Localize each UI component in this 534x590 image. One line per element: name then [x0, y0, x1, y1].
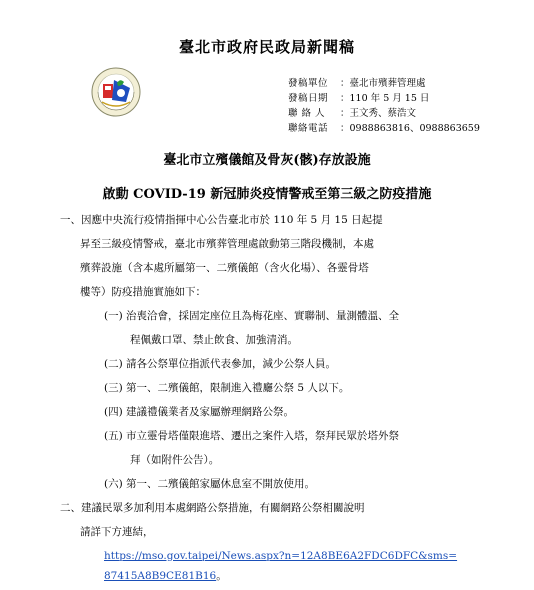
- item1-line4: 樓等）防疫措施實施如下：: [80, 286, 206, 298]
- issue-value: 臺北市殯葬管理處: [349, 78, 426, 89]
- sub6-line: (六) 第一、二殯儀館家屬休息室不開放使用。: [104, 478, 316, 490]
- agency-logo-icon: [90, 66, 142, 118]
- issue-value: 王文秀、蔡浩文: [349, 108, 417, 119]
- sub1-line2: 程佩戴口罩、禁止飲食、加強清消。: [130, 334, 298, 346]
- issue-row-contact: 聯 絡 人 ：王文秀、蔡浩文: [288, 108, 417, 119]
- link-suffix: 。: [216, 570, 227, 582]
- item1-line1: 一、因應中央流行疫情指揮中心公告臺北市於 110 年 5 月 15 日起提: [60, 214, 383, 226]
- issue-row-phone: 聯絡電話 ：0988863816、0988863659: [288, 123, 480, 134]
- sub5-line2: 拜（如附件公告）。: [130, 454, 220, 466]
- issue-info: [288, 76, 480, 136]
- network-memorial-link[interactable]: 87415A8B9CE81B16: [104, 570, 217, 582]
- issue-label: 發稿單位: [288, 78, 329, 89]
- issue-row-date: 發稿日期 ：110 年 5 月 15 日: [288, 93, 430, 104]
- subtitle-facilities: 臺北市立殯儀館及骨灰(骸)存放設施: [163, 153, 371, 168]
- sub4-line: (四) 建議禮儀業者及家屬辦理網路公祭。: [104, 406, 295, 418]
- network-memorial-link[interactable]: https://mso.gov.taipei/News.aspx?n=12A8BE6A2FDC6DFC&sms=: [104, 550, 458, 562]
- network-memorial-link-line1[interactable]: [104, 546, 457, 567]
- issue-value: 0988863816、0988863659: [349, 123, 480, 134]
- issue-value: 110 年 5 月 15 日: [349, 93, 430, 104]
- sub3-line: (三) 第一、二殯儀館，限制進入禮廳公祭 5 人以下。: [104, 382, 350, 394]
- page-title: 臺北市政府民政局新聞稿: [178, 38, 355, 56]
- issue-label: 聯絡電話: [288, 123, 329, 134]
- network-memorial-link-line2[interactable]: [104, 566, 227, 587]
- item2-line1: 二、建議民眾多加利用本處網路公祭措施，有關網路公祭相關說明: [60, 502, 365, 514]
- item1-line3: 殯葬設施（含本處所屬第一、二殯儀館（含火化場）、各靈骨塔: [80, 262, 369, 274]
- item1-line2: 昇至三級疫情警戒，臺北市殯葬管理處啟動第三階段機制，本處: [80, 238, 374, 250]
- subtitle-measures: 啟動 COVID-19 新冠肺炎疫情警戒至第三級之防疫措施: [102, 187, 432, 202]
- sub1-line1: (一) 治喪洽會，採固定座位且為梅花座、實聯制、量測體溫、全: [104, 310, 400, 322]
- sub2-line: (二) 請各公祭單位指派代表參加，減少公祭人員。: [104, 358, 337, 370]
- item2-line2: 請詳下方連結，: [80, 526, 154, 538]
- issue-row-unit: 發稿單位 ：臺北市殯葬管理處: [288, 78, 426, 89]
- sub5-line1: (五) 市立靈骨塔僅限進塔、遷出之案件入塔，祭拜民眾於塔外祭: [104, 430, 400, 442]
- issue-label: 發稿日期: [288, 93, 329, 104]
- issue-label: 聯 絡 人: [288, 108, 326, 119]
